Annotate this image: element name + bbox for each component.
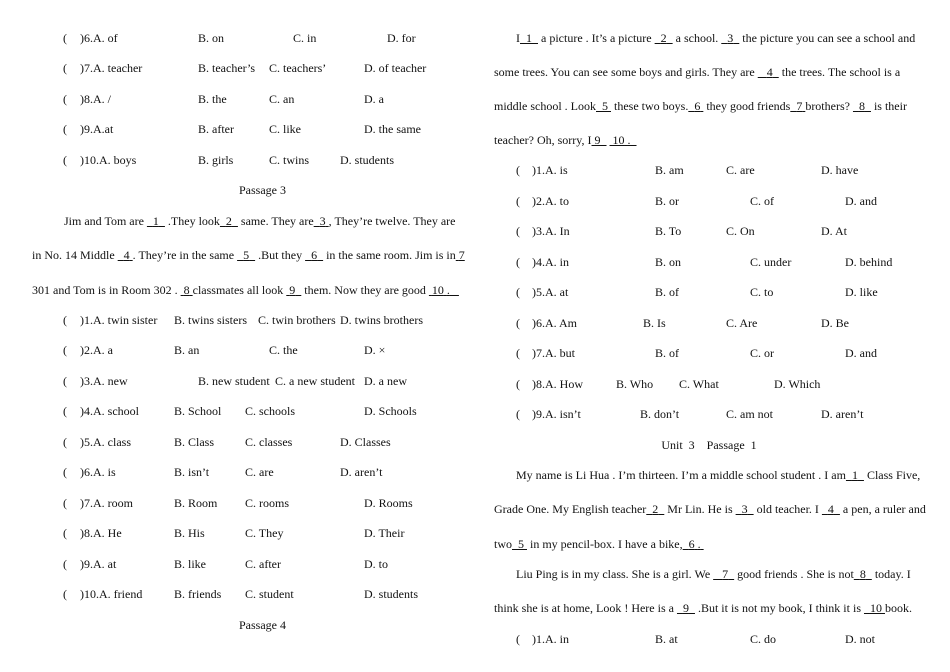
blank: 10 . <box>612 133 631 147</box>
blank: 8 <box>183 283 190 297</box>
option-d: D. Schools <box>364 404 417 418</box>
blank: 5 <box>602 99 608 113</box>
option-d: D. of teacher <box>364 61 427 75</box>
option-b: B. an <box>174 343 200 357</box>
option-d: D. At <box>821 224 848 238</box>
option-c: C. student <box>245 587 294 601</box>
passage-line <box>516 468 920 482</box>
passage-text: classmates all look <box>192 283 284 297</box>
blank: 1 <box>851 468 858 482</box>
blank: 7 <box>796 99 803 113</box>
passage-line <box>516 567 911 581</box>
option-a: )10.A. friend <box>80 587 143 601</box>
option-c: C. an <box>269 92 295 106</box>
answer-paren: ( <box>63 557 67 571</box>
option-b: B. at <box>655 632 678 646</box>
answer-paren: ( <box>516 224 520 238</box>
answer-paren: ( <box>63 526 67 540</box>
option-d: D. for <box>387 31 416 45</box>
option-a: )7.A. teacher <box>80 61 143 75</box>
option-b: B. twins sisters <box>174 313 248 327</box>
passage-line <box>494 502 926 516</box>
passage-line <box>516 31 915 45</box>
option-b: B. Room <box>174 496 218 510</box>
passage-text: .But it is not my book, I think it is <box>697 601 861 615</box>
option-d: D. and <box>845 194 877 208</box>
option-c: C. On <box>726 224 755 238</box>
option-c: C. like <box>269 122 301 136</box>
answer-paren: ( <box>516 285 520 299</box>
option-d: D. behind <box>845 255 893 269</box>
option-b: B. isn’t <box>174 465 210 479</box>
option-d: D. not <box>845 632 875 646</box>
option-c: C. a new student <box>275 374 355 388</box>
option-b: B. Is <box>643 316 666 330</box>
option-c: C. twin brothers <box>258 313 336 327</box>
option-c: C. teachers’ <box>269 61 327 75</box>
answer-paren: ( <box>63 313 67 327</box>
option-a: )5.A. class <box>80 435 131 449</box>
option-a: )2.A. to <box>532 194 569 208</box>
option-a: )5.A. at <box>532 285 569 299</box>
passage-text: book. <box>884 601 912 615</box>
option-b: B. teacher’s <box>198 61 256 75</box>
option-a: )6.A. is <box>80 465 116 479</box>
option-c: C. What <box>679 377 719 391</box>
option-a: )9.A.at <box>80 122 114 136</box>
passage-text: middle school . Look <box>494 99 596 113</box>
option-a: )7.A. room <box>80 496 133 510</box>
option-a: )3.A. new <box>80 374 128 388</box>
option-a: )4.A. school <box>80 404 139 418</box>
option-c: C. do <box>750 632 777 646</box>
option-b: B. of <box>655 285 679 299</box>
answer-paren: ( <box>63 122 67 136</box>
option-c: C. in <box>293 31 317 45</box>
passage-line <box>64 214 456 228</box>
answer-paren: ( <box>63 496 67 510</box>
passage-text: I <box>516 31 520 45</box>
passage-title: Passage 4 <box>239 618 286 632</box>
passage-text: some trees. You can see some boys and girls. They are <box>494 65 755 79</box>
option-d: D. have <box>821 163 859 177</box>
blank: 10 <box>869 601 882 615</box>
option-d: D. a new <box>364 374 407 388</box>
passage-text: teacher? Oh, sorry, I <box>494 133 592 147</box>
passage-text: Mr Lin. He is <box>667 502 733 516</box>
option-d: D. Be <box>821 316 849 330</box>
option-a: )4.A. in <box>532 255 569 269</box>
blank: 6 . <box>688 537 701 551</box>
option-c: C. under <box>750 255 792 269</box>
answer-paren: ( <box>63 435 67 449</box>
passage-text: a picture . It’s a picture <box>541 31 652 45</box>
blank: 4 <box>827 502 834 516</box>
passage-text: a school. <box>675 31 719 45</box>
passage-line <box>32 248 465 262</box>
blank: 9 <box>289 283 296 297</box>
passage-text: , They’re twelve. They are <box>328 214 456 228</box>
option-b: B. am <box>655 163 684 177</box>
option-a: )6.A. Am <box>532 316 577 330</box>
blank: 2 <box>652 502 659 516</box>
passage-text: old teacher. I <box>756 502 819 516</box>
option-b: B. To <box>655 224 682 238</box>
answer-paren: ( <box>516 255 520 269</box>
option-b: B. on <box>198 31 225 45</box>
answer-paren: ( <box>63 465 67 479</box>
option-d: D. aren’t <box>821 407 864 421</box>
answer-paren: ( <box>516 194 520 208</box>
blank: 6 <box>311 248 318 262</box>
passage-text: think she is at home, Look ! Here is a <box>494 601 674 615</box>
answer-paren: ( <box>516 632 520 646</box>
option-c: C. are <box>245 465 274 479</box>
answer-paren: ( <box>516 163 520 177</box>
option-b: B. friends <box>174 587 222 601</box>
passage-text: Grade One. My English teacher <box>494 502 647 516</box>
answer-paren: ( <box>63 343 67 357</box>
blank: 5 <box>243 248 250 262</box>
option-b: B. Class <box>174 435 215 449</box>
option-d: D. Rooms <box>364 496 413 510</box>
blank: 8 <box>858 99 865 113</box>
blank: 3 <box>741 502 748 516</box>
passage-line <box>494 133 637 147</box>
passage-line <box>494 601 912 615</box>
passage-text: is their <box>873 99 907 113</box>
option-c: C. Are <box>726 316 758 330</box>
option-d: D. to <box>364 557 388 571</box>
blank: 8 <box>859 567 866 581</box>
passage-text: the trees. The school is a <box>781 65 901 79</box>
option-b: B. of <box>655 346 679 360</box>
answer-paren: ( <box>516 377 520 391</box>
option-a: )6.A. of <box>80 31 118 45</box>
option-d: D. students <box>340 153 394 167</box>
passage-text: two <box>494 537 512 551</box>
option-a: )1.A. twin sister <box>80 313 158 327</box>
passage-line <box>32 283 459 297</box>
option-d: D. Classes <box>340 435 391 449</box>
option-c: C. after <box>245 557 281 571</box>
option-a: )1.A. in <box>532 632 569 646</box>
passage-text: good friends . She is not <box>737 567 854 581</box>
option-b: B. His <box>174 526 205 540</box>
option-d: D. the same <box>364 122 421 136</box>
answer-paren: ( <box>63 374 67 388</box>
option-a: )1.A. is <box>532 163 568 177</box>
passage-text: in the same room. Jim is in <box>326 248 456 262</box>
blank: 7 <box>458 248 465 262</box>
blank: 1 <box>526 31 532 45</box>
option-b: B. like <box>174 557 206 571</box>
blank: 10 . <box>431 283 450 297</box>
blank: 3 <box>727 31 734 45</box>
option-a: )8.A. How <box>532 377 583 391</box>
option-d: D. like <box>845 285 878 299</box>
section-title: Unit 3 Passage 1 <box>661 438 757 452</box>
option-c: C. twins <box>269 153 310 167</box>
option-a: )7.A. but <box>532 346 575 360</box>
passage-text: the picture you can see a school and <box>742 31 916 45</box>
passage-text: Class Five, <box>866 468 921 482</box>
answer-paren: ( <box>516 316 520 330</box>
answer-paren: ( <box>63 587 67 601</box>
option-a: )8.A. He <box>80 526 122 540</box>
passage-text: in my pencil-box. I have a bike, <box>530 537 683 551</box>
answer-paren: ( <box>516 346 520 360</box>
blank: 4 <box>766 65 773 79</box>
answer-paren: ( <box>516 407 520 421</box>
answer-paren: ( <box>63 31 67 45</box>
answer-paren: ( <box>63 153 67 167</box>
option-a: )8.A. / <box>80 92 111 106</box>
passage-line <box>494 99 907 113</box>
blank: 6 <box>694 99 701 113</box>
passage-text: .But they <box>258 248 303 262</box>
option-d: D. a <box>364 92 384 106</box>
option-d: D. and <box>845 346 877 360</box>
option-b: B. on <box>655 255 682 269</box>
option-b: B. Who <box>616 377 654 391</box>
passage-text: them. Now they are good <box>304 283 426 297</box>
passage-text: . They’re in the same <box>132 248 235 262</box>
answer-paren: ( <box>63 404 67 418</box>
option-c: C. of <box>750 194 774 208</box>
option-d: D. Their <box>364 526 405 540</box>
passage-text: same. They are <box>240 214 314 228</box>
answer-paren: ( <box>63 61 67 75</box>
passage-text: .They look <box>167 214 220 228</box>
passage-text: 301 and Tom is in Room 302 . <box>32 283 178 297</box>
option-a: )9.A. at <box>80 557 117 571</box>
option-c: C. classes <box>245 435 293 449</box>
option-d: D. students <box>364 587 418 601</box>
answer-paren: ( <box>63 92 67 106</box>
passage-title: Passage 3 <box>239 183 286 197</box>
option-c: C. the <box>269 343 298 357</box>
option-c: C. are <box>726 163 755 177</box>
option-c: C. or <box>750 346 774 360</box>
passage-text: these two boys. <box>614 99 689 113</box>
passage-line <box>494 65 900 79</box>
option-c: C. to <box>750 285 774 299</box>
blank: 2 <box>660 31 667 45</box>
option-a: )2.A. a <box>80 343 113 357</box>
blank: 3 <box>319 214 326 228</box>
option-b: B. new student <box>198 374 270 388</box>
passage-text: in No. 14 Middle <box>32 248 115 262</box>
passage-text: brothers? <box>805 99 850 113</box>
option-d: D. aren’t <box>340 465 383 479</box>
option-d: D. × <box>364 343 386 357</box>
passage-text: today. I <box>874 567 911 581</box>
blank: 2 <box>225 214 232 228</box>
passage-text: My name is Li Hua . I’m thirteen. I’m a middle school student . I am <box>516 468 846 482</box>
blank: 4 <box>123 248 130 262</box>
passage-line <box>494 537 704 551</box>
option-b: B. after <box>198 122 234 136</box>
option-b: B. School <box>174 404 222 418</box>
option-c: C. They <box>245 526 284 540</box>
passage-text: Jim and Tom are <box>64 214 144 228</box>
option-c: C. rooms <box>245 496 290 510</box>
option-a: )10.A. boys <box>80 153 137 167</box>
option-b: B. don’t <box>640 407 680 421</box>
option-a: )3.A. In <box>532 224 570 238</box>
blank: 9 <box>682 601 689 615</box>
blank: 1 <box>152 214 159 228</box>
option-b: B. girls <box>198 153 234 167</box>
option-b: B. the <box>198 92 227 106</box>
option-a: )9.A. isn’t <box>532 407 581 421</box>
option-c: C. schools <box>245 404 296 418</box>
option-d: D. twins brothers <box>340 313 423 327</box>
blank: 9 <box>594 133 601 147</box>
passage-text: Liu Ping is in my class. She is a girl. We <box>516 567 711 581</box>
passage-text: they good friends <box>706 99 791 113</box>
blank: 7 <box>722 567 729 581</box>
option-d: D. Which <box>774 377 821 391</box>
option-b: B. or <box>655 194 679 208</box>
option-c: C. am not <box>726 407 773 421</box>
passage-text: a pen, a ruler and <box>842 502 926 516</box>
blank: 5 <box>518 537 524 551</box>
